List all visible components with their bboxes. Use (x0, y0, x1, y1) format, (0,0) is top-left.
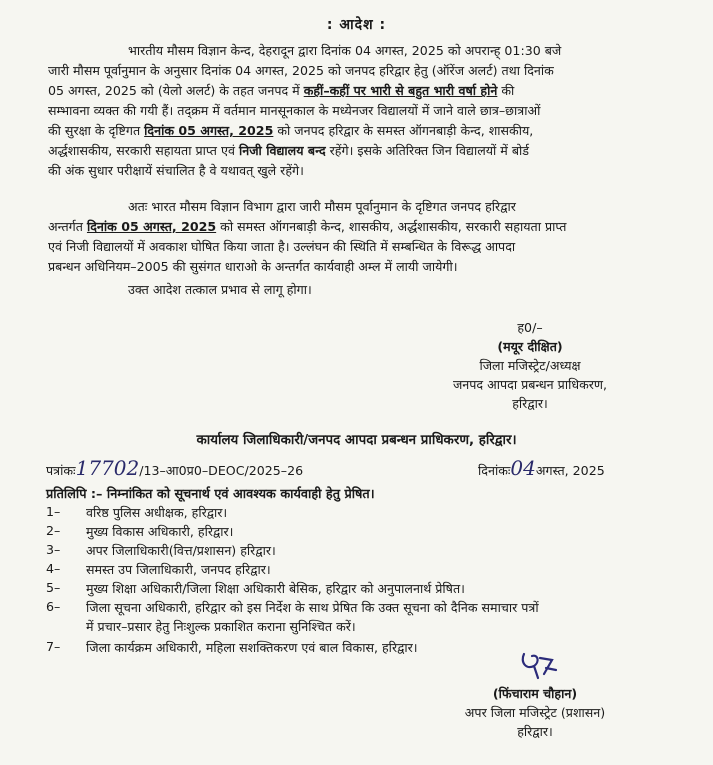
letter-date (478, 456, 605, 480)
para2-line2 (48, 218, 566, 235)
copy-item-num: 3– (46, 542, 61, 557)
copy-item-text: वरिष्ठ पुलिस अधीक्षक, हरिद्वार। (86, 505, 228, 520)
copy-item-num: 6– (46, 599, 61, 614)
para1-line5 (48, 122, 533, 139)
copy-item-num: 2– (46, 523, 61, 538)
date-handwritten: 04 (510, 456, 536, 480)
signatory2-designation: अपर जिला मजिस्ट्रेट (प्रशासन) (464, 705, 606, 720)
para1-line4: सम्भावना व्यक्त की गयी हैं। तद्क्रम में वर्तमान मानसूनकाल के मध्येनजर विद्यालयों में जाने वाले छात्र–छात्राओं (48, 103, 541, 118)
copy-item-text: मुख्य विकास अधिकारी, हरिद्वार। (86, 524, 234, 539)
para1-line6-c: रहेंगे। इसके अतिरिक्त जिन विद्यालयों में बोर्ड (325, 143, 530, 158)
para1-line3-c: की (497, 83, 515, 98)
signatory2-place: हरिद्वार। (517, 724, 553, 739)
para2-line3: एवं निजी विद्यालयों में अवकाश घोषित किया जाता है। उल्लंघन की स्थिति में सम्बन्धित के विरूद्ध आपदा (48, 239, 516, 254)
copy-intro: प्रतिलिपि :– निम्नांकित को सूचनार्थ एवं आवश्यक कार्यवाही हेतु प्रेषित। (46, 487, 375, 502)
signatory2-block (430, 684, 640, 741)
office-title: कार्यालय जिलाधिकारी/जनपद आपदा प्रबन्धन प्राधिकरण, हरिद्वार। (196, 433, 517, 448)
private-schools-closed-emphasis: निजी विद्यालय बन्द (238, 143, 326, 158)
copy-item-num: 7– (46, 639, 61, 654)
copy-item-text: अपर जिलाधिकारी(वित्त/प्रशासन) हरिद्वार। (86, 543, 276, 558)
order-heading: : आदेश : (326, 17, 387, 33)
handwritten-signature (516, 648, 566, 684)
para1-line6-a: अर्द्धशासकीय, सरकारी सहायता प्राप्त एवं (48, 143, 239, 158)
para2-line2-c: को समस्त ऑगनबाड़ी केन्द, शासकीय, अर्द्धशासकीय, सरकारी सहायता प्राप्त (216, 219, 567, 234)
para2-line2-a: अन्तर्गत (48, 219, 87, 234)
rain-warning-emphasis: कहीं–कहीं पर भारी से बहुत भारी वर्षा होने (303, 83, 498, 98)
copy-item-text: मुख्य शिक्षा अधिकारी/जिला शिक्षा अधिकारी बेसिक, हरिद्वार को अनुपालनार्थ प्रेषित। (86, 581, 465, 596)
para1-line3-a: 05 अगस्त, 2025 को (येलो अलर्ट) के तहत जनपद में (48, 83, 304, 98)
date-suffix: अगस्त, 2025 (535, 463, 605, 478)
copy-item-text: जिला सूचना अधिकारी, हरिद्वार को इस निर्देश के साथ प्रेषित कि उक्त सूचना को दैनिक समाचार पत्रों (86, 600, 539, 615)
para2-line4: प्रबन्धन अधिनियम–2005 की सुसंगत धाराओ के अन्तर्गत कार्यवाही अम्ल में लायी जायेगी। (48, 259, 458, 274)
signatory1-designation: जिला मजिस्ट्रेट/अध्यक्ष (479, 358, 581, 373)
signatory1-authority: जनपद आपदा प्रबन्धन प्राधिकरण, (452, 377, 608, 392)
para1-line7: की अंक सुधार परीक्षायें संचालित है वे यथावत् खुले रहेंगे। (48, 163, 304, 178)
copy-item-num: 5– (46, 580, 61, 595)
copy-item-text: समस्त उप जिलाधिकारी, जनपद हरिद्वार। (86, 562, 271, 577)
copy-item-num: 1– (46, 504, 61, 519)
closure-date-emphasis: दिनांक 05 अगस्त, 2025 (144, 123, 274, 138)
copy-item-text-cont: में प्रचार–प्रसार हेतु निःशुल्क प्रकाशित कराना सुनिश्चित करें। (86, 619, 356, 634)
copy-item-num: 4– (46, 561, 61, 576)
signatory1-block (430, 318, 630, 413)
para1-line3 (48, 82, 514, 99)
holiday-date-emphasis: दिनांक 05 अगस्त, 2025 (86, 219, 217, 234)
signatory1-name: (मयूर दीक्षित) (497, 339, 563, 354)
date-label: दिनांकः (478, 463, 511, 478)
para1-line5-c: को जनपद हरिद्वार के समस्त ऑगनबाड़ी केन्द, शासकीय, (273, 123, 534, 138)
letter-number-handwritten: 17702 (75, 456, 140, 480)
copy-item-text: जिला कार्यक्रम अधिकारी, महिला सशक्तिकरण एवं बाल विकास, हरिद्वार। (86, 640, 418, 655)
para1-line2: जारी मौसम पूर्वानुमान के अनुसार दिनांक 04 अगस्त, 2025 को जनपद हरिद्वार हेतु (ऑरेंज अलर्ट) तथा दिनांक (48, 63, 554, 78)
letter-suffix: /13–आ0प्र0–DEOC/2025–26 (139, 463, 304, 478)
signatory1-place: हरिद्वार। (512, 396, 548, 411)
para2-line1: अतः भारत मौसम विज्ञान विभाग द्वारा जारी मौसम पूर्वानुमान के दृष्टिगत जनपद हरिद्वार (128, 199, 516, 214)
signatory2-name: (फिंचाराम चौहान) (492, 686, 578, 701)
para1-line6 (48, 142, 529, 159)
letter-label: पत्रांकः (46, 463, 76, 478)
para2-line5: उक्त आदेश तत्काल प्रभाव से लागू होगा। (128, 282, 312, 297)
para1-line5-a: की सुरक्षा के दृष्टिगत (48, 123, 145, 138)
para1-line1: भारतीय मौसम विज्ञान केन्द, देहरादून द्वारा दिनांक 04 अगस्त, 2025 को अपरान्ह् 01:30 बजे (128, 43, 562, 58)
letter-reference (46, 456, 303, 480)
signed-mark: ह0/– (517, 320, 543, 335)
